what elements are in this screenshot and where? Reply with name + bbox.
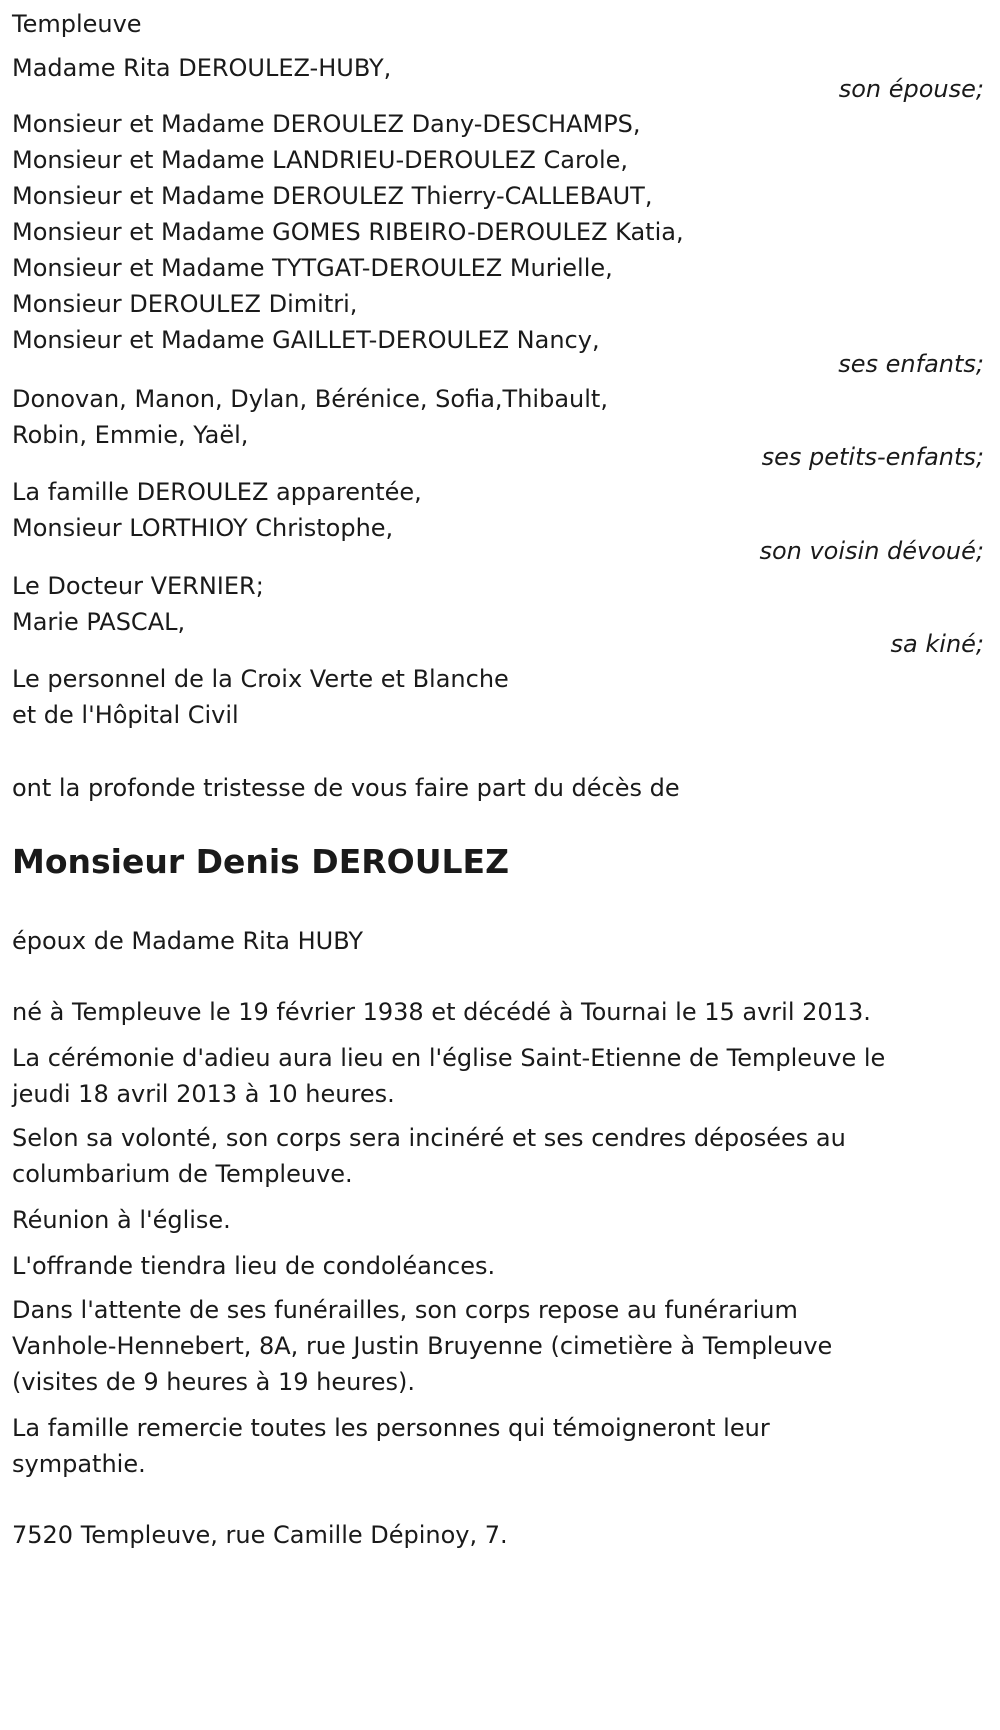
- staff-list: [12, 661, 509, 733]
- meeting-text: Réunion à l'église.: [12, 1206, 231, 1234]
- funeral-home-line: Vanhole-Hennebert, 8A, rue Justin Bruyenne (cimetière à Templeuve: [12, 1332, 833, 1360]
- care-list: [12, 568, 264, 640]
- child-line: Monsieur DEROULEZ Dimitri,: [12, 290, 358, 318]
- wishes-line: Selon sa volonté, son corps sera incinéré et ses cendres déposées au: [12, 1124, 846, 1152]
- thanks-paragraph: [12, 1410, 770, 1482]
- staff-line: Le personnel de la Croix Verte et Blanche: [12, 665, 509, 693]
- wishes-line: columbarium de Templeuve.: [12, 1160, 353, 1188]
- thanks-line: sympathie.: [12, 1450, 146, 1478]
- funeral-home-line: (visites de 9 heures à 19 heures).: [12, 1368, 415, 1396]
- grandchildren-role: ses petits-enfants;: [761, 443, 984, 471]
- physio-role: sa kiné;: [890, 630, 984, 658]
- offering-text: L'offrande tiendra lieu de condoléances.: [12, 1252, 496, 1280]
- neighbor-role: son voisin dévoué;: [759, 537, 984, 565]
- care-line: Le Docteur VERNIER;: [12, 572, 264, 600]
- relative-line: Monsieur LORTHIOY Christophe,: [12, 514, 394, 542]
- grandchildren-list: [12, 381, 608, 453]
- spouse-of-text: époux de Madame Rita HUBY: [12, 927, 363, 955]
- care-line: Marie PASCAL,: [12, 608, 186, 636]
- relative-line: La famille DEROULEZ apparentée,: [12, 478, 422, 506]
- ceremony-line: La cérémonie d'adieu aura lieu en l'église Saint-Etienne de Templeuve le: [12, 1044, 886, 1072]
- thanks-line: La famille remercie toutes les personnes qui témoigneront leur: [12, 1414, 770, 1442]
- child-line: Monsieur et Madame LANDRIEU-DEROULEZ Carole,: [12, 146, 629, 174]
- wishes-paragraph: [12, 1120, 846, 1192]
- child-line: Monsieur et Madame TYTGAT-DEROULEZ Murielle,: [12, 254, 613, 282]
- funeral-home-line: Dans l'attente de ses funérailles, son corps repose au funérarium: [12, 1296, 798, 1324]
- deceased-name: Monsieur Denis DEROULEZ: [12, 842, 509, 881]
- children-list: [12, 106, 684, 358]
- announcement-text: ont la profonde tristesse de vous faire part du décès de: [12, 774, 680, 802]
- ceremony-line: jeudi 18 avril 2013 à 10 heures.: [12, 1080, 395, 1108]
- child-line: Monsieur et Madame GOMES RIBEIRO-DEROULEZ Katia,: [12, 218, 684, 246]
- birth-death-text: né à Templeuve le 19 février 1938 et décédé à Tournai le 15 avril 2013.: [12, 998, 871, 1026]
- child-line: Monsieur et Madame GAILLET-DEROULEZ Nancy,: [12, 326, 600, 354]
- child-line: Monsieur et Madame DEROULEZ Thierry-CALLEBAUT,: [12, 182, 653, 210]
- address-text: 7520 Templeuve, rue Camille Dépinoy, 7.: [12, 1521, 508, 1549]
- funeral-home-paragraph: [12, 1292, 832, 1400]
- grandchildren-line: Donovan, Manon, Dylan, Bérénice, Sofia,Thibault,: [12, 385, 608, 413]
- relatives-list: [12, 474, 422, 546]
- ceremony-paragraph: [12, 1040, 885, 1112]
- child-line: Monsieur et Madame DEROULEZ Dany-DESCHAMPS,: [12, 110, 641, 138]
- spouse-line: Madame Rita DEROULEZ-HUBY,: [12, 54, 392, 82]
- city-heading: Templeuve: [12, 10, 142, 38]
- spouse-role: son épouse;: [838, 75, 984, 103]
- grandchildren-line: Robin, Emmie, Yaël,: [12, 421, 249, 449]
- children-role: ses enfants;: [838, 350, 984, 378]
- staff-line: et de l'Hôpital Civil: [12, 701, 239, 729]
